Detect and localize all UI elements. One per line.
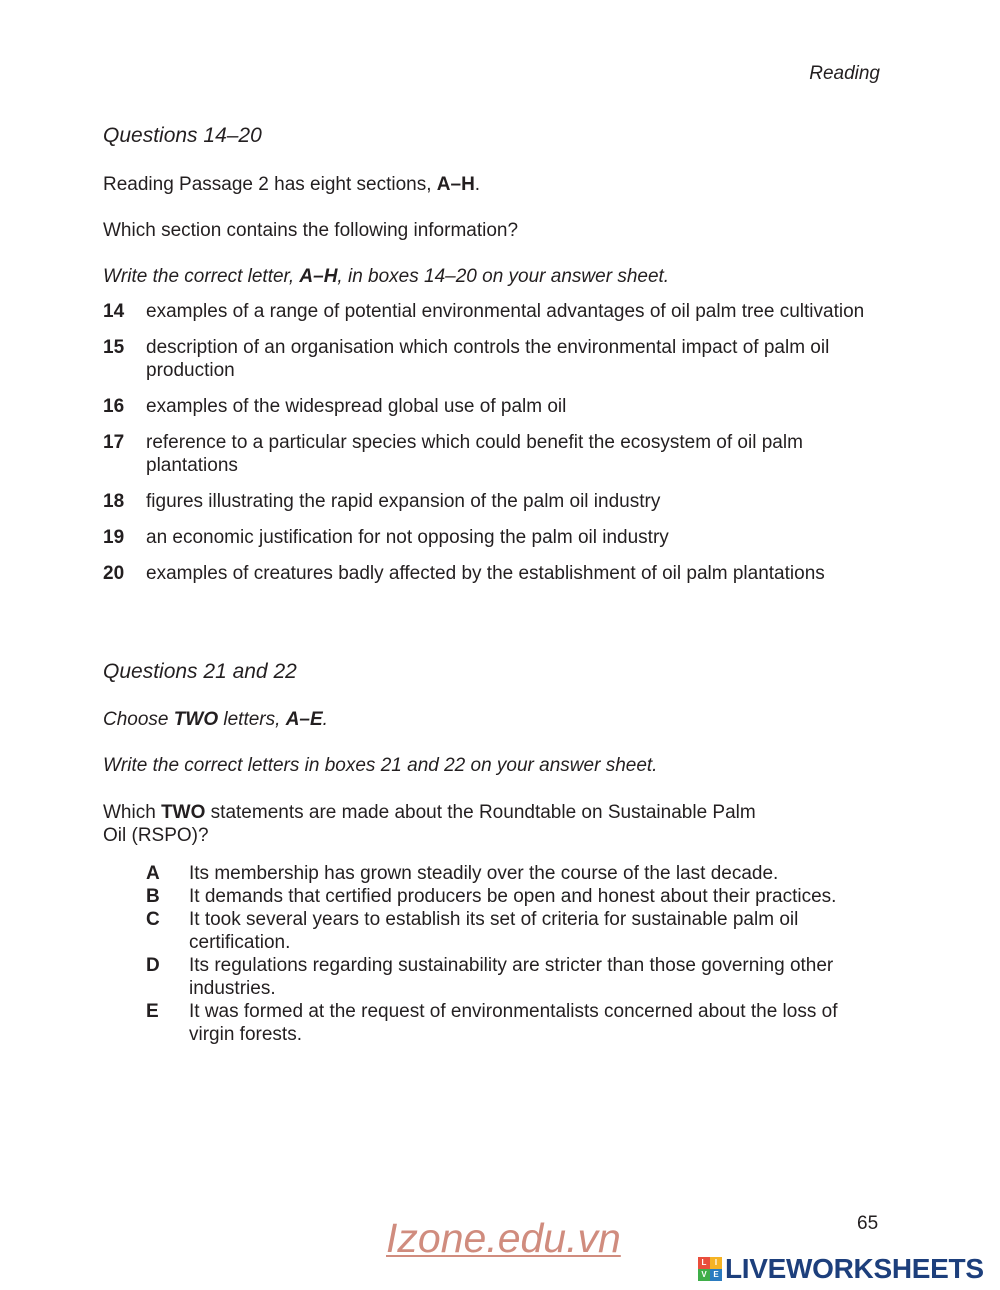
option-text: Its membership has grown steadily over the course of the last decade. (189, 863, 779, 884)
question-item (103, 526, 903, 549)
option-item (146, 862, 886, 885)
question-text: examples of creatures badly affected by the establishment of oil palm plantations (146, 563, 825, 584)
option-letter: D (146, 955, 160, 976)
question-list (103, 300, 903, 598)
question-item (103, 431, 903, 477)
intro-text: Reading Passage 2 has eight sections, A–H. (103, 174, 481, 195)
question-number: 17 (103, 432, 125, 453)
option-text: It took several years to establish its set of criteria for sustainable palm oil certification. (189, 909, 799, 953)
question-item (103, 336, 903, 382)
option-text: It demands that certified producers be open and honest about their practices. (189, 886, 837, 907)
logo-tile-e: E (710, 1269, 722, 1281)
option-list (146, 862, 886, 1046)
page-number: 65 (857, 1213, 879, 1234)
question-number: 16 (103, 396, 125, 417)
write-instruction-21-22: Write the correct letters in boxes 21 and 22 on your answer sheet. (103, 755, 658, 776)
question-text: description of an organisation which controls the environmental impact of palm oil production (146, 337, 830, 381)
watermark-link[interactable]: Izone.edu.vn (386, 1215, 621, 1261)
instruction-text: Which section contains the following information? (103, 220, 519, 241)
question-number: 18 (103, 491, 125, 512)
choose-instruction: Choose TWO letters, A–E. (103, 709, 328, 730)
running-header: Reading (809, 63, 880, 84)
option-letter: E (146, 1001, 159, 1022)
question-number: 20 (103, 563, 125, 584)
question-line-1: Which TWO statements are made about the Roundtable on Sustainable Palm (103, 802, 756, 823)
question-text: examples of a range of potential environmental advantages of oil palm tree cultivation (146, 301, 865, 322)
question-text: figures illustrating the rapid expansion of the palm oil industry (146, 491, 661, 512)
option-item (146, 885, 886, 908)
question-number: 19 (103, 527, 125, 548)
liveworksheets-brand-text: LIVEWORKSHEETS (725, 1253, 984, 1284)
liveworksheets-logo-icon (698, 1257, 722, 1281)
question-text: examples of the widespread global use of palm oil (146, 396, 567, 417)
question-item (103, 395, 903, 418)
questions-14-20-title: Questions 14–20 (103, 124, 262, 147)
question-item (103, 490, 903, 513)
multiple-choice-question (103, 801, 893, 847)
logo-tile-v: V (698, 1269, 710, 1281)
option-letter: A (146, 863, 160, 884)
liveworksheets-logo (698, 1255, 984, 1283)
option-item (146, 1000, 886, 1046)
option-letter: C (146, 909, 160, 930)
logo-tile-l: L (698, 1257, 710, 1269)
question-line-2: Oil (RSPO)? (103, 825, 209, 846)
question-item (103, 300, 903, 323)
logo-tile-i: I (710, 1257, 722, 1269)
questions-21-22-title: Questions 21 and 22 (103, 660, 297, 683)
question-number: 15 (103, 337, 125, 358)
question-text: an economic justification for not opposing the palm oil industry (146, 527, 669, 548)
option-item (146, 954, 886, 1000)
question-number: 14 (103, 301, 125, 322)
question-text: reference to a particular species which could benefit the ecosystem of oil palm plantations (146, 432, 803, 476)
option-text: It was formed at the request of environmentalists concerned about the loss of virgin forests. (189, 1001, 838, 1045)
option-item (146, 908, 886, 954)
option-letter: B (146, 886, 160, 907)
option-text: Its regulations regarding sustainability are stricter than those governing other industries. (189, 955, 834, 999)
question-item (103, 562, 903, 585)
write-instruction: Write the correct letter, A–H, in boxes 14–20 on your answer sheet. (103, 266, 670, 287)
